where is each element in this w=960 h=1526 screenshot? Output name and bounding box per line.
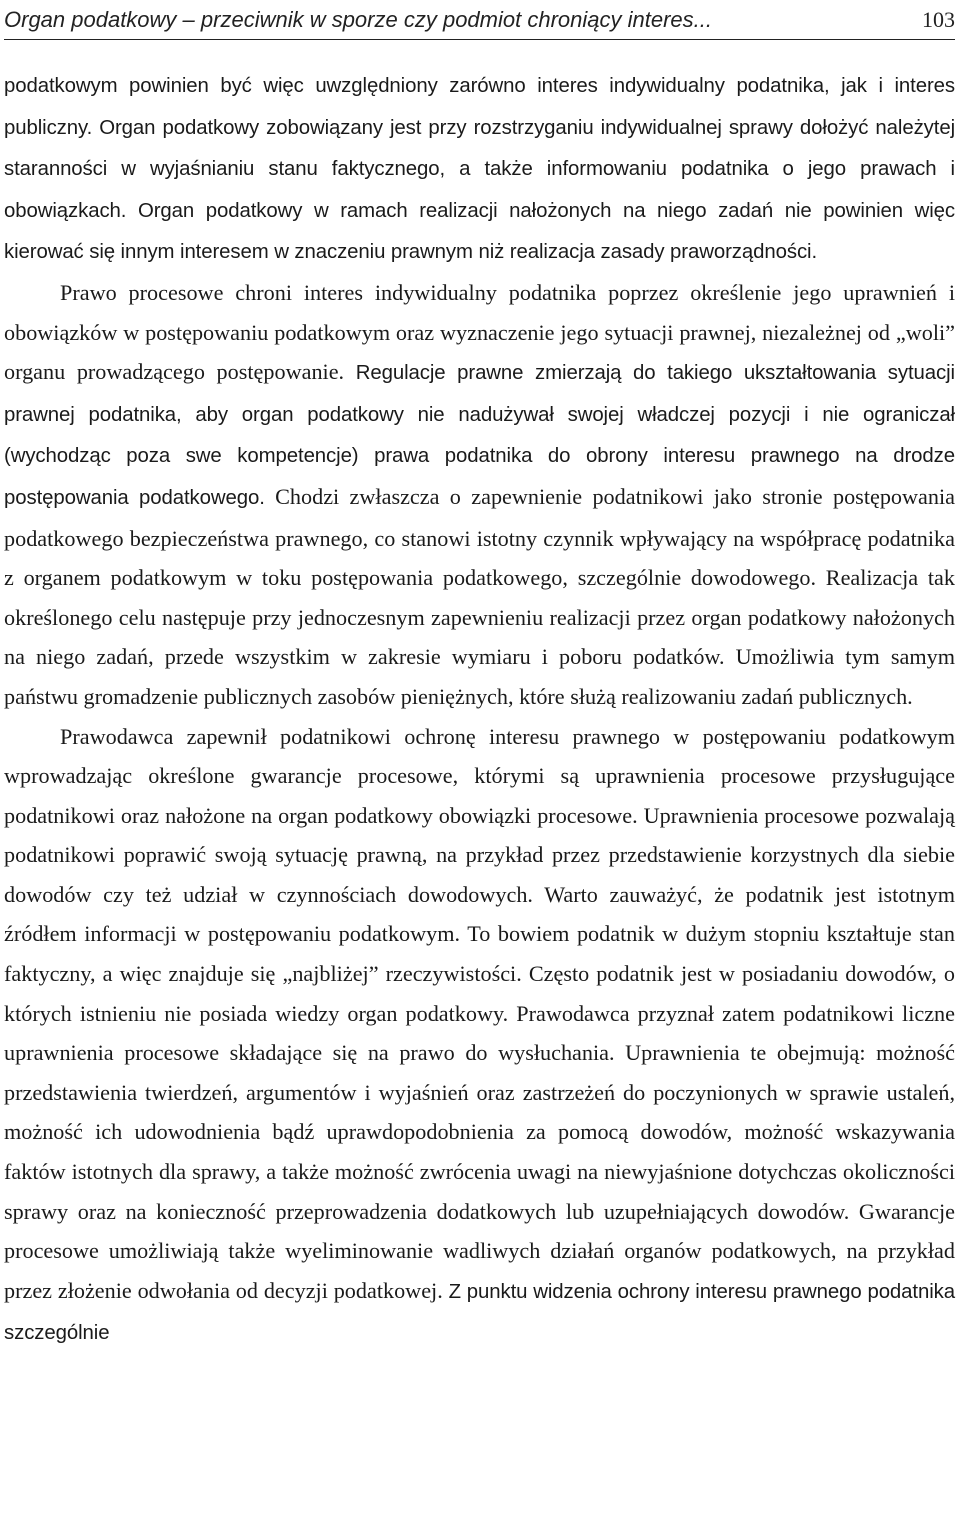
text-run: Chodzi zwłaszcza o zapewnienie podatnikowi jako stronie postępowania podatkowego bezpieczeństwa prawnego, co stanowi istotny czynnik wpływający na współpracę podatnika z organem podatkowym w toku postępowania podatkowego, szczególnie dowodowego. Realizacja tak określonego celu następuje przy jednoczesnym zapewnieniu realizacji przez organ podatkowy nałożonych na niego zadań, przede wszystkim w zakresie wymiaru i poboru podatków. Umożliwia tym samym państwu gromadzenie publicznych zasobów pieniężnych, które służą realizowaniu zadań publicznych.: [4, 483, 955, 709]
text-run: podatkowym powinien być więc uwzględniony zarówno interes indywidualny podatnika, jak i interes publiczny. Organ podatkowy zobowiązany jest przy rozstrzyganiu indywidualnej sprawy dołożyć należytej staranności w wyjaśnianiu stanu faktycznego, a także informowaniu podatnika o jego prawach i obowiązkach. Organ podatkowy w ramach realizacji nałożonych na niego zadań nie powinien więc kierować się innym interesem w znaczeniu prawnym niż realizacja zasady praworządności.: [4, 75, 955, 264]
paragraph-2: [4, 273, 955, 717]
running-header: [4, 0, 955, 33]
paragraph-1: [4, 65, 955, 273]
running-header-title: Organ podatkowy – przeciwnik w sporze czy podmiot chroniący interes...: [4, 7, 712, 32]
text-run: Prawodawca zapewnił podatnikowi ochronę interesu prawnego w postępowaniu podatkowym wprowadzając określone gwarancje procesowe, którymi są uprawnienia procesowe przysługujące podatnikowi oraz nałożone na organ podatkowy obowiązki procesowe. Uprawnienia procesowe pozwalają podatnikowi poprawić swoją sytuację prawną, na przykład przez przedstawienie korzystnych dla siebie dowodów czy też udział w czynnościach dowodowych. Warto zauważyć, że podatnik jest istotnym źródłem informacji w postępowaniu podatkowym. To bowiem podatnik w dużym stopniu kształtuje stan faktyczny, a więc znajduje się „najbliżej” rzeczywistości. Często podatnik jest w posiadaniu dowodów, o których istnieniu nie posiada wiedzy organ podatkowy. Prawodawca przyznał zatem podatnikowi liczne uprawnienia procesowe składające się na prawo do wysłuchania. Uprawnienia te obejmują: możność przedstawienia twierdzeń, argumentów i wyjaśnień oraz zastrzeżeń do poczynionych w sprawie ustaleń, możność ich udowodnienia bądź uprawdopodobnienia za pomocą dowodów, możność wskazywania faktów istotnych dla sprawy, a także możność zwrócenia uwagi na niewyjaśnione dotychczas okoliczności sprawy oraz na konieczność przeprowadzenia dodatkowych lub uzupełniających dowodów. Gwarancje procesowe umożliwiają także wyeliminowanie wadliwych działań organów podatkowych, na przykład przez złożenie odwołania od decyzji podatkowej.: [4, 723, 955, 1303]
text-run: Regulacje prawne zmierzają do takiego ukształtowania sytuacji prawnej podatnika, aby organ podatkowy nie nadużywał swojej władczej pozycji i nie ograniczał (wychodząc poza swe kompetencje) prawa podatnika do obrony interesu prawnego na drodze postępowania podatkowego.: [4, 362, 955, 509]
text-run: Prawo procesowe chroni interes indywidualny podatnika poprzez określenie jego uprawnień i obowiązków w postępowaniu podatkowym oraz wyznaczenie jego sytuacji prawnej, niezależnej od „woli” organu prowadzącego postępowanie.: [4, 279, 955, 385]
document-page: [4, 0, 955, 1354]
header-rule: [4, 39, 955, 40]
paragraph-3: [4, 717, 955, 1355]
page-number: 103: [922, 7, 955, 32]
text-run: Z punktu widzenia ochrony interesu prawnego podatnika szczególnie: [4, 1280, 955, 1345]
body-text: [4, 65, 955, 1354]
